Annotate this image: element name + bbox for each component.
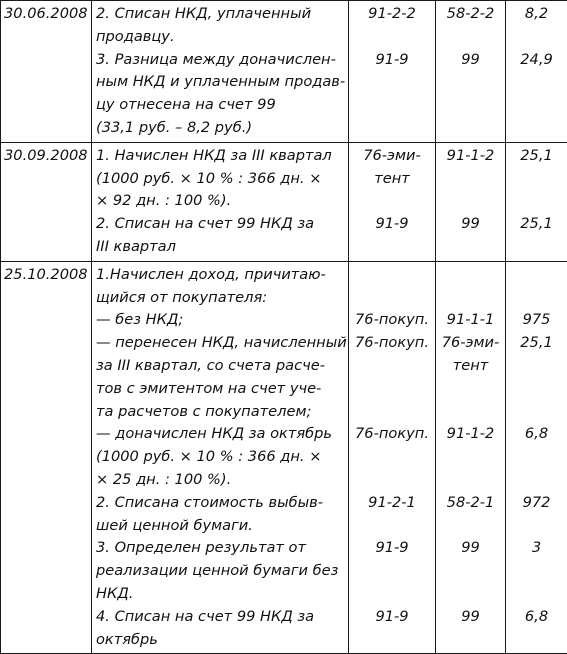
- empty-line: [508, 26, 565, 49]
- description-line: 1. Начислен НКД за III квартал: [96, 145, 345, 168]
- amount-cell: [506, 1, 567, 143]
- empty-line: [351, 236, 433, 259]
- empty-line: [438, 560, 503, 583]
- empty-line: [438, 26, 503, 49]
- empty-line: [508, 560, 565, 583]
- empty-line: [438, 378, 503, 401]
- credit-account-cell: [436, 142, 506, 261]
- description-line: цу отнесена на счет 99: [96, 94, 345, 117]
- empty-line: [508, 236, 565, 259]
- empty-line: [351, 401, 433, 424]
- empty-line: [438, 629, 503, 652]
- empty-line: [351, 117, 433, 140]
- debit-account: 91-9: [351, 606, 433, 629]
- debit-account: 76-покуп.: [351, 332, 433, 355]
- debit-account: 76-эми-: [351, 145, 433, 168]
- description-line: 2. Списан НКД, уплаченный: [96, 3, 345, 26]
- empty-line: [351, 71, 433, 94]
- credit-account: 99: [438, 606, 503, 629]
- empty-line: [351, 287, 433, 310]
- debit-account: 91-9: [351, 49, 433, 72]
- empty-line: [351, 264, 433, 287]
- empty-line: [438, 583, 503, 606]
- description-line: (33,1 руб. – 8,2 руб.): [96, 117, 345, 140]
- debit-account: 91-9: [351, 213, 433, 236]
- amount: 24,9: [508, 49, 565, 72]
- empty-line: [351, 355, 433, 378]
- empty-line: [438, 401, 503, 424]
- description-line: 2. Списан на счет 99 НКД за: [96, 213, 345, 236]
- description-line: × 25 дн. : 100 %).: [96, 469, 345, 492]
- entry-date: 30.09.2008: [4, 145, 88, 168]
- description-line: — перенесен НКД, начисленный: [96, 332, 345, 355]
- empty-line: [351, 94, 433, 117]
- description-line: октябрь: [96, 629, 345, 652]
- amount: 3: [508, 537, 565, 560]
- empty-line: [438, 71, 503, 94]
- credit-account: 58-2-1: [438, 492, 503, 515]
- empty-line: [438, 264, 503, 287]
- amount: 8,2: [508, 3, 565, 26]
- description-line: продавцу.: [96, 26, 345, 49]
- debit-account-cell: [349, 1, 436, 143]
- credit-account-cell: [436, 1, 506, 143]
- entry-date: 25.10.2008: [4, 264, 88, 287]
- empty-line: [438, 469, 503, 492]
- entry-date-cell: [1, 142, 92, 261]
- empty-line: [351, 378, 433, 401]
- credit-account: 99: [438, 213, 503, 236]
- description-line: та расчетов с покупателем;: [96, 401, 345, 424]
- description-line: 2. Списана стоимость выбыв-: [96, 492, 345, 515]
- amount-cell: [506, 142, 567, 261]
- credit-account-cell: [436, 261, 506, 654]
- table-row: [1, 1, 567, 143]
- entry-date-cell: [1, 261, 92, 654]
- empty-line: [438, 190, 503, 213]
- empty-line: [508, 629, 565, 652]
- empty-line: [508, 583, 565, 606]
- empty-line: [351, 469, 433, 492]
- empty-line: [508, 515, 565, 538]
- empty-line: [438, 117, 503, 140]
- debit-account: 76-покуп.: [351, 423, 433, 446]
- empty-line: [508, 94, 565, 117]
- empty-line: [438, 446, 503, 469]
- empty-line: [508, 71, 565, 94]
- description-line: тов с эмитентом на счет уче-: [96, 378, 345, 401]
- amount: 6,8: [508, 606, 565, 629]
- empty-line: [438, 168, 503, 191]
- description-line: НКД.: [96, 583, 345, 606]
- description-line: 4. Списан на счет 99 НКД за: [96, 606, 345, 629]
- entry-description-cell: [92, 1, 349, 143]
- credit-account: 91-1-2: [438, 145, 503, 168]
- description-line: за III квартал, со счета расче-: [96, 355, 345, 378]
- empty-line: [351, 629, 433, 652]
- empty-line: [351, 515, 433, 538]
- description-line: 3. Разница между доначислен-: [96, 49, 345, 72]
- debit-account-cell: [349, 261, 436, 654]
- debit-account: 91-2-1: [351, 492, 433, 515]
- description-line: шей ценной бумаги.: [96, 515, 345, 538]
- credit-account: 91-1-2: [438, 423, 503, 446]
- description-line: III квартал: [96, 236, 345, 259]
- credit-account: 99: [438, 49, 503, 72]
- empty-line: [351, 583, 433, 606]
- description-line: щийся от покупателя:: [96, 287, 345, 310]
- empty-line: [351, 560, 433, 583]
- amount: 25,1: [508, 145, 565, 168]
- description-line: — доначислен НКД за октябрь: [96, 423, 345, 446]
- empty-line: [438, 515, 503, 538]
- description-line: 3. Определен результат от: [96, 537, 345, 560]
- empty-line: [508, 469, 565, 492]
- entry-description-cell: [92, 142, 349, 261]
- empty-line: [438, 94, 503, 117]
- credit-account: 99: [438, 537, 503, 560]
- empty-line: [508, 190, 565, 213]
- amount: 25,1: [508, 332, 565, 355]
- amount: 25,1: [508, 213, 565, 236]
- empty-line: [438, 236, 503, 259]
- empty-line: [508, 446, 565, 469]
- table-body: [1, 1, 567, 654]
- credit-account: тент: [438, 355, 503, 378]
- entry-date: 30.06.2008: [4, 3, 88, 26]
- description-line: реализации ценной бумаги без: [96, 560, 345, 583]
- empty-line: [438, 287, 503, 310]
- description-line: 1.Начислен доход, причитаю-: [96, 264, 345, 287]
- table-row: [1, 261, 567, 654]
- debit-account: 91-9: [351, 537, 433, 560]
- table-row: [1, 142, 567, 261]
- empty-line: [508, 401, 565, 424]
- credit-account: 76-эми-: [438, 332, 503, 355]
- amount: 6,8: [508, 423, 565, 446]
- empty-line: [508, 287, 565, 310]
- empty-line: [508, 117, 565, 140]
- description-line: (1000 руб. × 10 % : 366 дн. ×: [96, 446, 345, 469]
- debit-account: тент: [351, 168, 433, 191]
- empty-line: [508, 355, 565, 378]
- debit-account-cell: [349, 142, 436, 261]
- empty-line: [351, 446, 433, 469]
- credit-account: 58-2-2: [438, 3, 503, 26]
- empty-line: [508, 378, 565, 401]
- empty-line: [508, 168, 565, 191]
- empty-line: [351, 190, 433, 213]
- entry-description-cell: [92, 261, 349, 654]
- amount-cell: [506, 261, 567, 654]
- amount: 975: [508, 309, 565, 332]
- description-line: × 92 дн. : 100 %).: [96, 190, 345, 213]
- debit-account: 91-2-2: [351, 3, 433, 26]
- description-line: (1000 руб. × 10 % : 366 дн. ×: [96, 168, 345, 191]
- credit-account: 91-1-1: [438, 309, 503, 332]
- amount: 972: [508, 492, 565, 515]
- description-line: ным НКД и уплаченным продав-: [96, 71, 345, 94]
- empty-line: [508, 264, 565, 287]
- entry-date-cell: [1, 1, 92, 143]
- debit-account: 76-покуп.: [351, 309, 433, 332]
- description-line: — без НКД;: [96, 309, 345, 332]
- empty-line: [351, 26, 433, 49]
